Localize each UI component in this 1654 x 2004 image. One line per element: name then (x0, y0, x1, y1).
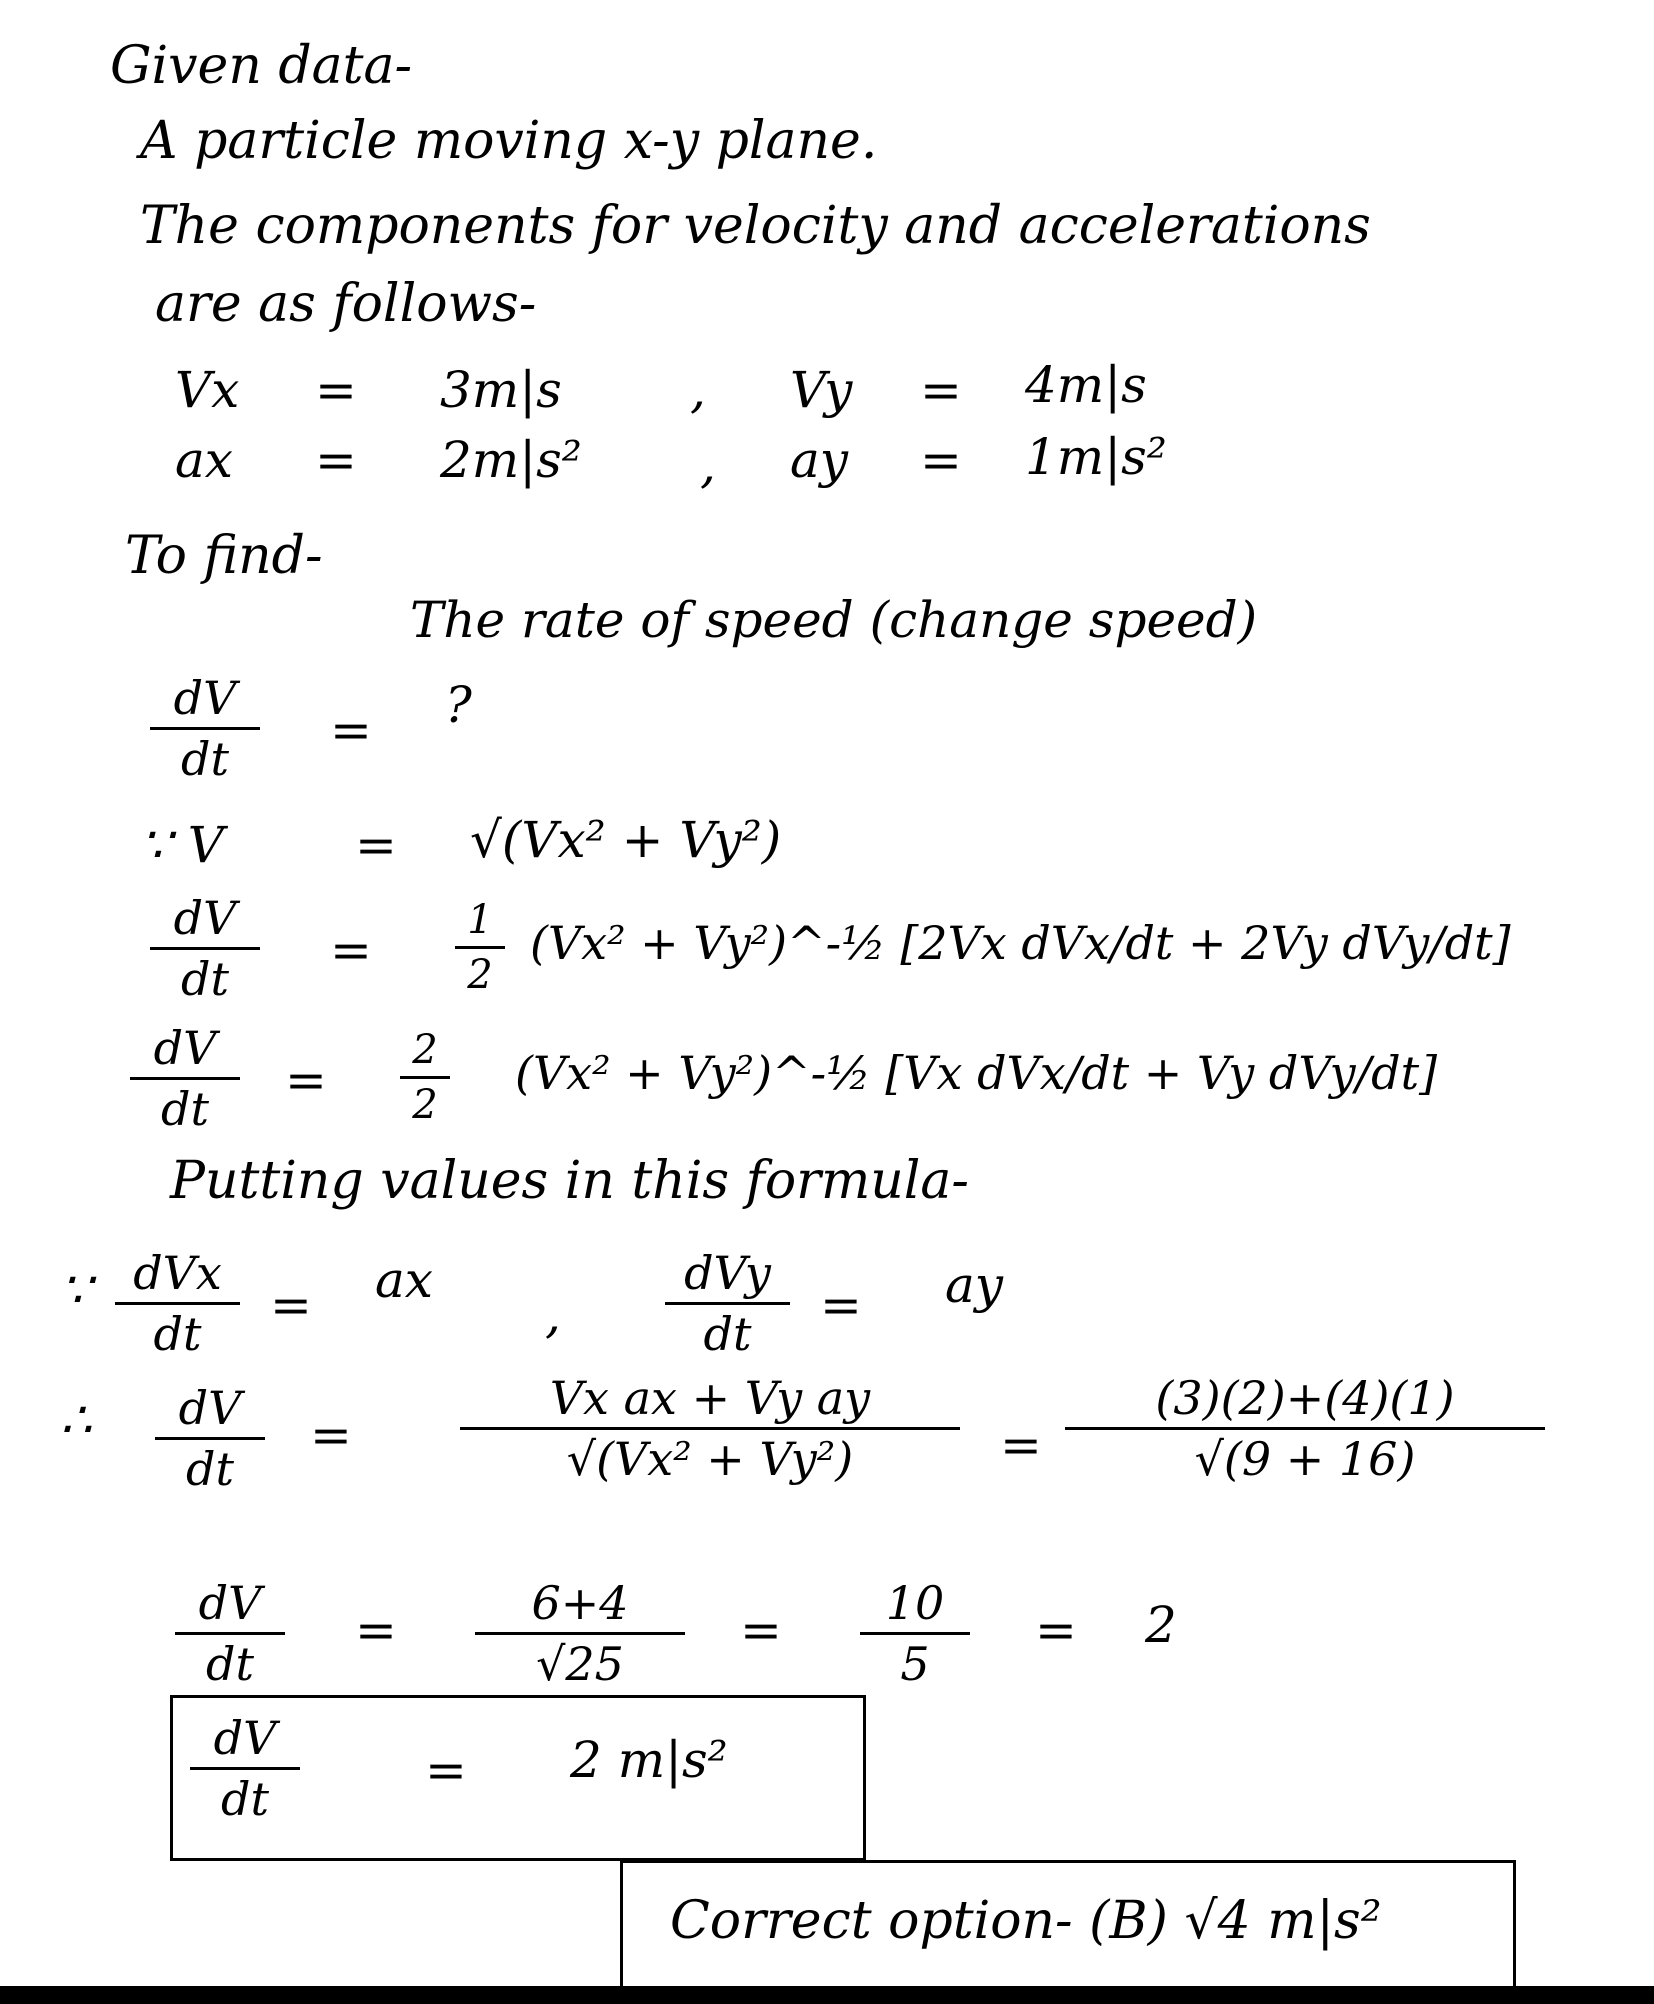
fraction-dv-dt-question (150, 671, 260, 786)
bottom-edge-rule (0, 1986, 1654, 2004)
frac-den: 2 (467, 952, 493, 998)
speed-definition-rhs: √(Vx² + Vy²) (470, 811, 782, 869)
frac-den: dt (703, 1307, 752, 1361)
fraction-dv-dt-deriv1 (150, 891, 260, 1006)
speed-definition-equals: = (355, 816, 397, 874)
deriv2-coefficient (400, 1027, 450, 1128)
deriv2-rhs: (Vx² + Vy²)^-½ [Vx dVx/dt + Vy dVy/dt] (515, 1046, 1438, 1100)
dvy-rhs-ay: ay (945, 1256, 1004, 1314)
frac-den: √(9 + 16) (1194, 1432, 1416, 1486)
fraction-6plus4-root25 (475, 1576, 685, 1691)
fraction-dv-dt-deriv2 (130, 1021, 240, 1136)
deriv2-equals: = (285, 1051, 327, 1109)
frac-den: √(Vx² + Vy²) (566, 1432, 854, 1486)
therefore-symbol: ∴ (60, 1391, 92, 1449)
fraction-dv-dt-calc (175, 1576, 285, 1691)
frac-den: √25 (536, 1637, 624, 1691)
frac-num: dV (173, 891, 237, 945)
ay-equals: = (920, 431, 962, 489)
frac-num: dVy (684, 1246, 771, 1300)
frac-num: dV (153, 1021, 217, 1075)
correct-option-text: Correct option- (B) √4 m|s² (670, 1891, 1382, 1951)
frac-num: dV (198, 1576, 262, 1630)
rates-comma: , (545, 1286, 561, 1344)
frac-den: dt (221, 1772, 269, 1826)
frac-num: dV (213, 1711, 277, 1765)
frac-den: dt (161, 1082, 209, 1136)
calc-result: 2 (1145, 1596, 1177, 1654)
putting-values-text: Putting values in this formula- (170, 1151, 969, 1211)
frac-num: Vx ax + Vy ay (549, 1371, 871, 1425)
vx-equals: = (315, 361, 357, 419)
frac-den: dt (153, 1307, 202, 1361)
frac-den: dt (206, 1637, 254, 1691)
frac-num: 2 (412, 1027, 438, 1073)
ax-comma: , (700, 436, 716, 494)
speed-definition-lhs: ∵ V (140, 816, 224, 874)
frac-den: dt (181, 732, 229, 786)
question-mark: ? (445, 676, 472, 734)
given-heading: Given data- (110, 36, 413, 96)
find-heading: To find- (125, 526, 323, 586)
calc-equals-1: = (355, 1601, 397, 1659)
frac-den: dt (181, 952, 229, 1006)
given-line-2: The components for velocity and accelerations (140, 196, 1371, 256)
frac-den: dt (186, 1442, 234, 1496)
formula-equals: = (310, 1406, 352, 1464)
frac-num: 1 (467, 897, 493, 943)
frac-num: dV (178, 1381, 242, 1435)
vx-value: 3m|s (440, 361, 562, 419)
ay-value: 1m|s² (1025, 428, 1167, 486)
frac-num: (3)(2)+(4)(1) (1155, 1371, 1455, 1425)
dvx-rhs-ax: ax (375, 1251, 434, 1309)
given-line-1: A particle moving x-y plane. (140, 111, 878, 171)
fraction-substitution (1065, 1371, 1545, 1486)
ax-label: ax (175, 431, 234, 489)
because-symbol: ∵ (60, 1261, 92, 1319)
frac-den: 5 (900, 1637, 930, 1691)
fraction-10-over-5 (860, 1576, 970, 1691)
dvx-equals: = (270, 1276, 312, 1334)
calc-equals-3: = (1035, 1601, 1077, 1659)
frac-num: dVx (133, 1246, 222, 1300)
vy-value: 4m|s (1025, 356, 1147, 414)
question-equals: = (330, 701, 372, 759)
fraction-dv-dt-final (190, 1711, 300, 1826)
dvy-equals: = (820, 1276, 862, 1334)
frac-num: 10 (885, 1576, 945, 1630)
vy-label: Vy (790, 361, 853, 419)
vx-label: Vx (175, 361, 240, 419)
fraction-dvy-dt (665, 1246, 790, 1361)
fraction-dvx-dt (115, 1246, 240, 1361)
frac-num: 6+4 (531, 1576, 629, 1630)
fraction-formula (460, 1371, 960, 1486)
deriv1-rhs: (Vx² + Vy²)^-½ [2Vx dVx/dt + 2Vy dVy/dt] (530, 916, 1511, 970)
final-equals: = (425, 1741, 467, 1799)
given-line-3: are as follows- (155, 274, 537, 334)
final-result-value: 2 m|s² (570, 1731, 728, 1789)
fraction-dv-dt-formula (155, 1381, 265, 1496)
frac-den: 2 (412, 1082, 438, 1128)
ax-equals: = (315, 431, 357, 489)
ax-value: 2m|s² (440, 431, 582, 489)
frac-num: dV (173, 671, 237, 725)
vx-comma: , (690, 361, 706, 419)
find-description: The rate of speed (change speed) (410, 591, 1258, 649)
deriv1-coefficient (455, 897, 505, 998)
ay-label: ay (790, 431, 849, 489)
calc-equals-2: = (740, 1601, 782, 1659)
deriv1-equals: = (330, 921, 372, 979)
vy-equals: = (920, 361, 962, 419)
substitution-equals: = (1000, 1416, 1042, 1474)
